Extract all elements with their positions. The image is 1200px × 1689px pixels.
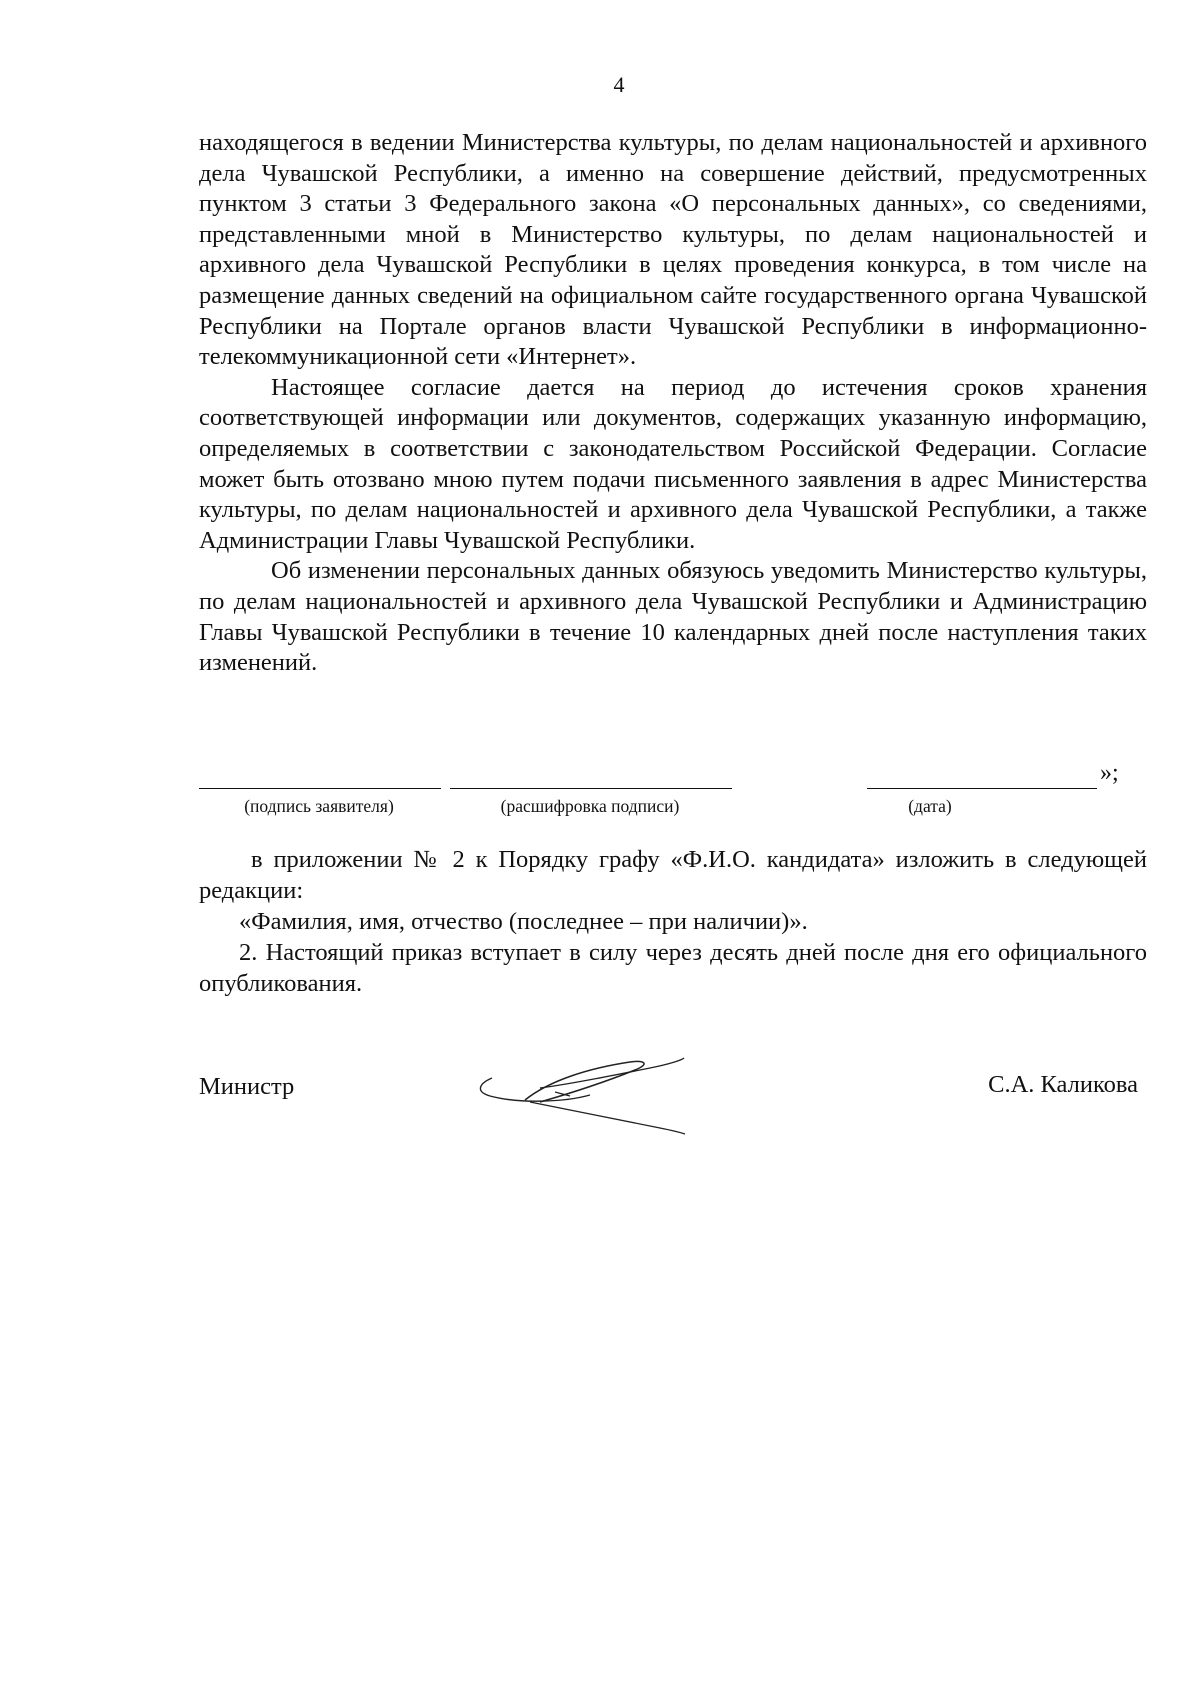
effective-date-clause: 2. Настоящий приказ вступает в силу через десять дней после дня его официального опубликования. (199, 939, 1147, 997)
signature-fields (0, 760, 1200, 820)
amendment-line: в приложении № 2 к Порядку графу «Ф.И.О. кандидата» изложить в следующей редакции: (199, 846, 1147, 904)
paragraph-consent-period: Настоящее согласие дается на период до истечения сроков хранения соответствующей информации или документов, содержащих указанную информацию, определяемых в соответствии с законодательством Российской Федерации. Согласие может быть отозвано мною путем подачи письменного заявления в адрес Министерства культуры, по делам национальностей и архивного дела Чувашской Республики, а также Администрации Главы Чувашской Республики. (199, 373, 1147, 554)
signatory-title: Министр (199, 1073, 295, 1100)
signature-decoding-line (450, 788, 732, 789)
handwritten-signature (470, 1040, 720, 1140)
consent-text (199, 128, 1147, 679)
signature-decoding-caption: (расшифровка подписи) (500, 796, 680, 816)
page-number: 4 (613, 72, 625, 97)
applicant-signature-line (199, 788, 441, 789)
date-caption: (дата) (908, 796, 952, 816)
new-wording: «Фамилия, имя, отчество (последнее – при наличии)». (239, 908, 808, 935)
date-line (867, 788, 1097, 789)
paragraph-change-notice: Об изменении персональных данных обязуюсь уведомить Министерство культуры, по делам национальностей и архивного дела Чувашской Республики и Администрацию Главы Чувашской Республики в течение 10 календарных дней после наступления таких изменений. (199, 557, 1147, 677)
applicant-signature-caption: (подпись заявителя) (244, 796, 394, 816)
signatory-name: С.А. Каликова (988, 1071, 1138, 1098)
closing-quote-mark: »; (1100, 760, 1119, 786)
amendment-text (199, 844, 1147, 999)
paragraph-consent-scope: находящегося в ведении Министерства культуры, по делам национальностей и архивного дела Чувашской Республики, а именно на совершение действий, предусмотренных пунктом 3 статьи 3 Федерального закона «О персональных данных», со сведениями, представленными мной в Министерство культуры, по делам национальностей и архивного дела Чувашской Республики в целях проведения конкурса, в том числе на размещение данных сведений на официальном сайте государственного органа Чувашской Республики на Портале органов власти Чувашской Республики в информационно-телекоммуникационной сети «Интернет». (199, 129, 1147, 371)
